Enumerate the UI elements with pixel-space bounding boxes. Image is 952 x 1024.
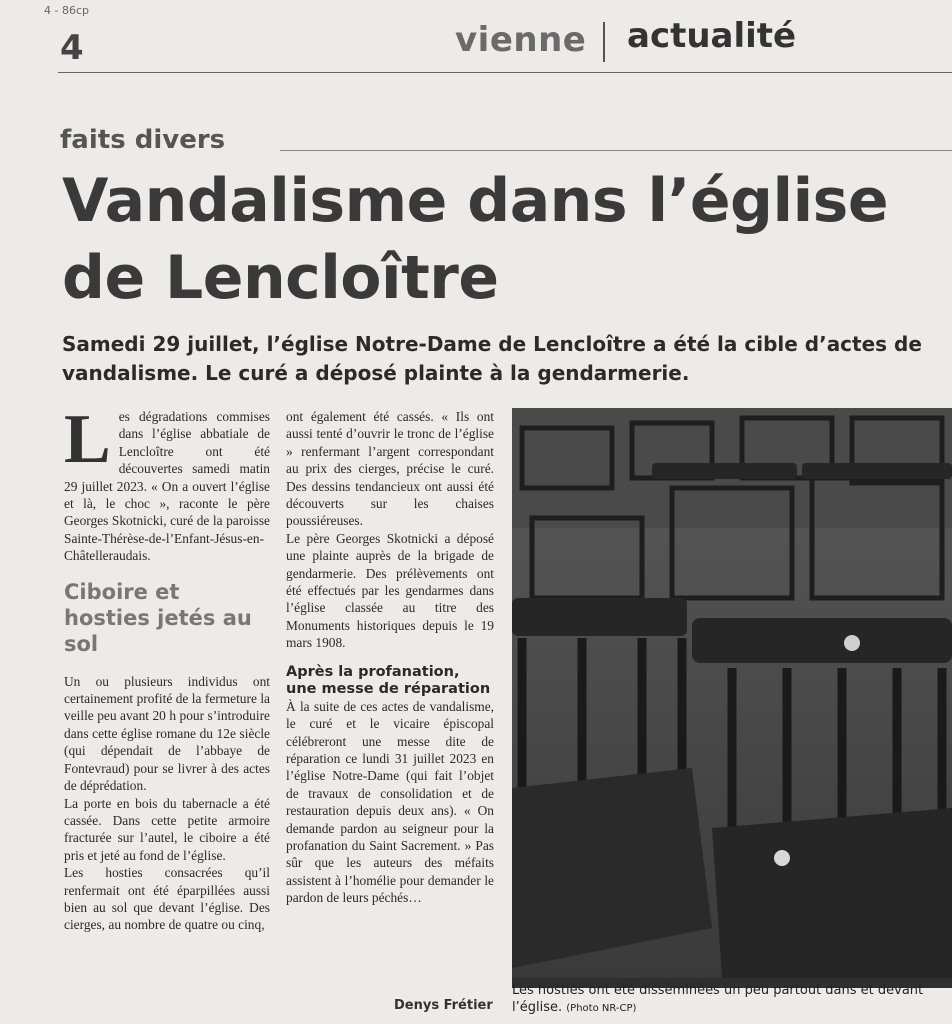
subheading-ciboire: Ciboire et hosties jetés au sol: [64, 579, 252, 656]
article-kicker: faits divers: [60, 125, 226, 155]
church-chairs-photo: [512, 408, 952, 988]
section-label-vienne: vienne: [455, 20, 587, 60]
church-chairs-illustration: [512, 408, 952, 978]
column-2-paragraph-2: Le père Georges Skotnicki a déposé une plainte auprès de la brigade de gendarmerie. Des prélèvements ont été effectués par les gendarmes dans l’église classée au titre des Monuments historiques depuis le 19 mars 1908.: [286, 530, 494, 651]
column-1-paragraph-2: Un ou plusieurs individus ont certainement profité de la fermeture la veille peu avant 20 h pour s’introduire dans cette église romane du 12e siècle (qui dépendait de l’abbaye de Fontevraud) pour se livrer à des actes de déprédation.: [64, 673, 270, 794]
column-2-paragraph-1: ont également été cassés. « Ils ont aussi tenté d’ouvrir le tronc de l’église » renfermant l’argent correspondant au prix des cierges, précise le curé. Des dessins tendancieux ont aussi été découverts sur les chaises poussiéreuses.: [286, 409, 494, 529]
column-1-paragraph-3: La porte en bois du tabernacle a été cassée. Dans cette petite armoire fracturée sur l’autel, le ciboire a été pris et jeté au fond de l’église.: [64, 795, 270, 863]
subheading-messe: Après la profanation, une messe de réparation: [286, 663, 491, 697]
author-byline: Denys Frétier: [394, 998, 493, 1013]
article-lede: Samedi 29 juillet, l’église Notre-Dame de Lencloître a été la cible d’actes de vandalisme. Le curé a déposé plainte à la gendarmerie.: [62, 332, 922, 385]
header-rule: [58, 72, 952, 73]
column-2-paragraph-3: À la suite de ces actes de vandalisme, le curé et le vicaire épiscopal célébreront une messe dite de réparation ce lundi 31 juillet 2023 en l’église Notre-Dame (qui fait l’objet de travaux de consolidation et de restauration depuis deux ans). « On demande pardon au seigneur pour la profanation du Saint Sacrement. » Pas sûr que les auteurs des méfaits assistent à l’homélie pour demander le pardon de leurs péchés…: [286, 698, 494, 906]
column-1-paragraph-4: Les hosties consacrées qu’il renfermait ont été éparpillées aussi bien au sol que devant l’église. Des cierges, au nombre de quatre ou cinq,: [64, 865, 270, 933]
section-separator: [603, 22, 605, 62]
article-column-1: [64, 401, 270, 934]
edition-code: 4 - 86cp: [44, 4, 89, 17]
article-headline: Vandalisme dans l’église de Lencloître: [62, 166, 889, 313]
caption-text: Les hosties ont été disséminées un peu partout dans et devant l’église.: [512, 983, 924, 1015]
page-number: 4: [60, 28, 84, 68]
section-label-actualite: actualité: [627, 16, 797, 56]
column-1-paragraph-1: es dégradations commises dans l’église abbatiale de Lencloître ont été découvertes samedi matin 29 juillet 2023. « On a ouvert l’église et là, le choc », raconte le père Georges Skotnicki, curé de la paroisse Sainte-Thérèse-de-l’Enfant-Jésus-en-Châtelleraudais.: [64, 409, 270, 564]
photo-credit: (Photo NR-CP): [566, 1003, 637, 1014]
article-column-2: [286, 408, 494, 907]
drop-cap: L: [64, 401, 111, 478]
photo-caption: [512, 982, 942, 1017]
kicker-rule: [280, 150, 952, 151]
